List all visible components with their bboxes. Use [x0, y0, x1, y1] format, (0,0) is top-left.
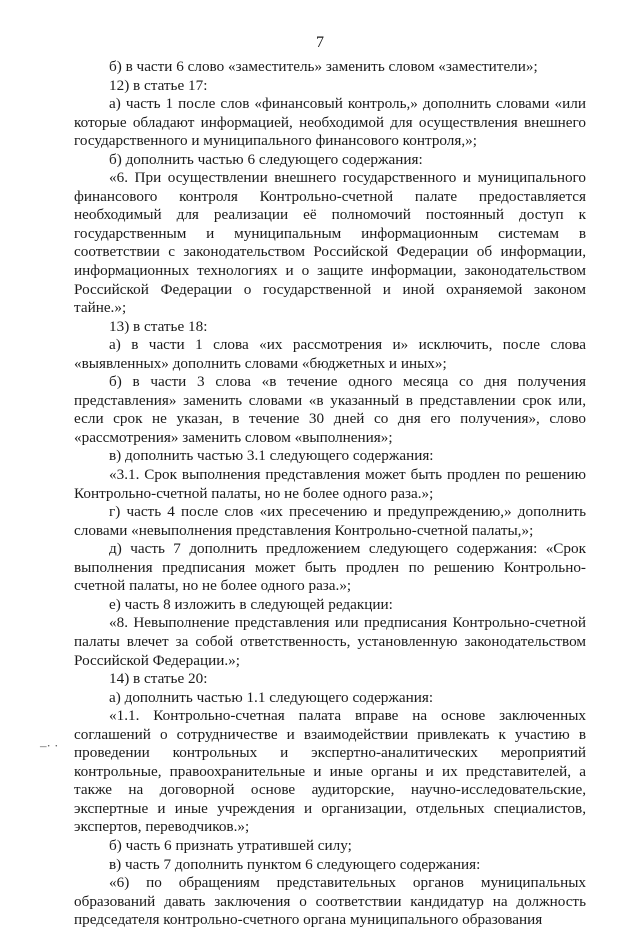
page-number: 7	[316, 34, 324, 51]
paragraph-4: б) дополнить частью 6 следующего содержания:	[109, 150, 423, 168]
paragraph-16: а) дополнить частью 1.1 следующего содержания:	[109, 688, 434, 706]
paragraph-7: а) в части 1 слова «их рассмотрения и» исключить, после слова «выявленных» дополнить словами «бюджетных и иных»;	[74, 336, 586, 372]
paragraph-9: в) дополнить частью 3.1 следующего содержания:	[109, 447, 434, 465]
paragraph-18: б) часть 6 признать утратившей силу;	[109, 836, 352, 854]
paragraph-2: 12) в статье 17:	[109, 76, 208, 94]
paragraph-10: «3.1. Срок выполнения представления может быть продлен по решению Контрольно-счетной палаты, но не более одного раза.»;	[74, 466, 586, 502]
paragraph-5: «6. При осуществлении внешнего государственного и муниципального финансового контроля Контрольно-счетной палате предоставляется необходимый для реализации её полномочий постоянный доступ к государственным и муниципальным информационным системам в соответствии с законодательством Российской Федерации об информации, информационных технологиях и о защите информации, законодательством Российской Федерации о государственной и иной охраняемой законом тайне.»;	[74, 169, 586, 317]
paragraph-14: «8. Невыполнение представления или предписания Контрольно-счетной палаты влечет за собой ответственность, установленную законодательством Российской Федерации.»;	[74, 614, 586, 669]
paragraph-12: д) часть 7 дополнить предложением следующего содержания: «Срок выполнения предписания может быть продлен по решению Контрольно-счетной палаты, но не более одного раза.»;	[74, 540, 586, 595]
paragraph-8: б) в части 3 слова «в течение одного месяца со дня получения представления» заменить словами «в указанный в представлении срок или, если срок не указан, в течение 30 дней со дня его получения», слово «рассмотрения» заменить словом «выполнения»;	[74, 373, 586, 446]
paragraph-15: 14) в статье 20:	[109, 670, 208, 688]
paragraph-17: «1.1. Контрольно-счетная палата вправе на основе заключенных соглашений о сотрудничестве и взаимодействии привлекать к участию в проведении контрольных и экспертно-аналитических мероприятий контрольные, правоохранительные и иные органы и их представителей, а также на договорной основе аудиторские, научно-исследовательские, экспертные и иные учреждения и организации, отдельных специалистов, экспертов, переводчиков.»;	[74, 707, 586, 836]
paragraph-20: «6) по обращениям представительных органов муниципальных образований давать заключения о соответствии кандидатур на должность председателя контрольно-счетного органа муниципального образования	[74, 874, 586, 929]
paragraph-13: е) часть 8 изложить в следующей редакции:	[109, 595, 393, 613]
margin-mark: –· ·	[40, 738, 59, 753]
document-body	[74, 58, 586, 930]
paragraph-3: а) часть 1 после слов «финансовый контроль,» дополнить словами «или которые обладают информацией, необходимой для осуществления внешнего государственного и муниципального финансового контроля,»;	[74, 95, 586, 150]
paragraph-19: в) часть 7 дополнить пунктом 6 следующего содержания:	[109, 855, 481, 873]
paragraph-11: г) часть 4 после слов «их пресечению и предупреждению,» дополнить словами «невыполнения представления Контрольно-счетной палаты,»;	[74, 503, 586, 539]
paragraph-6: 13) в статье 18:	[109, 317, 208, 335]
paragraph-1: б) в части 6 слово «заместитель» заменить словом «заместители»;	[109, 58, 538, 75]
